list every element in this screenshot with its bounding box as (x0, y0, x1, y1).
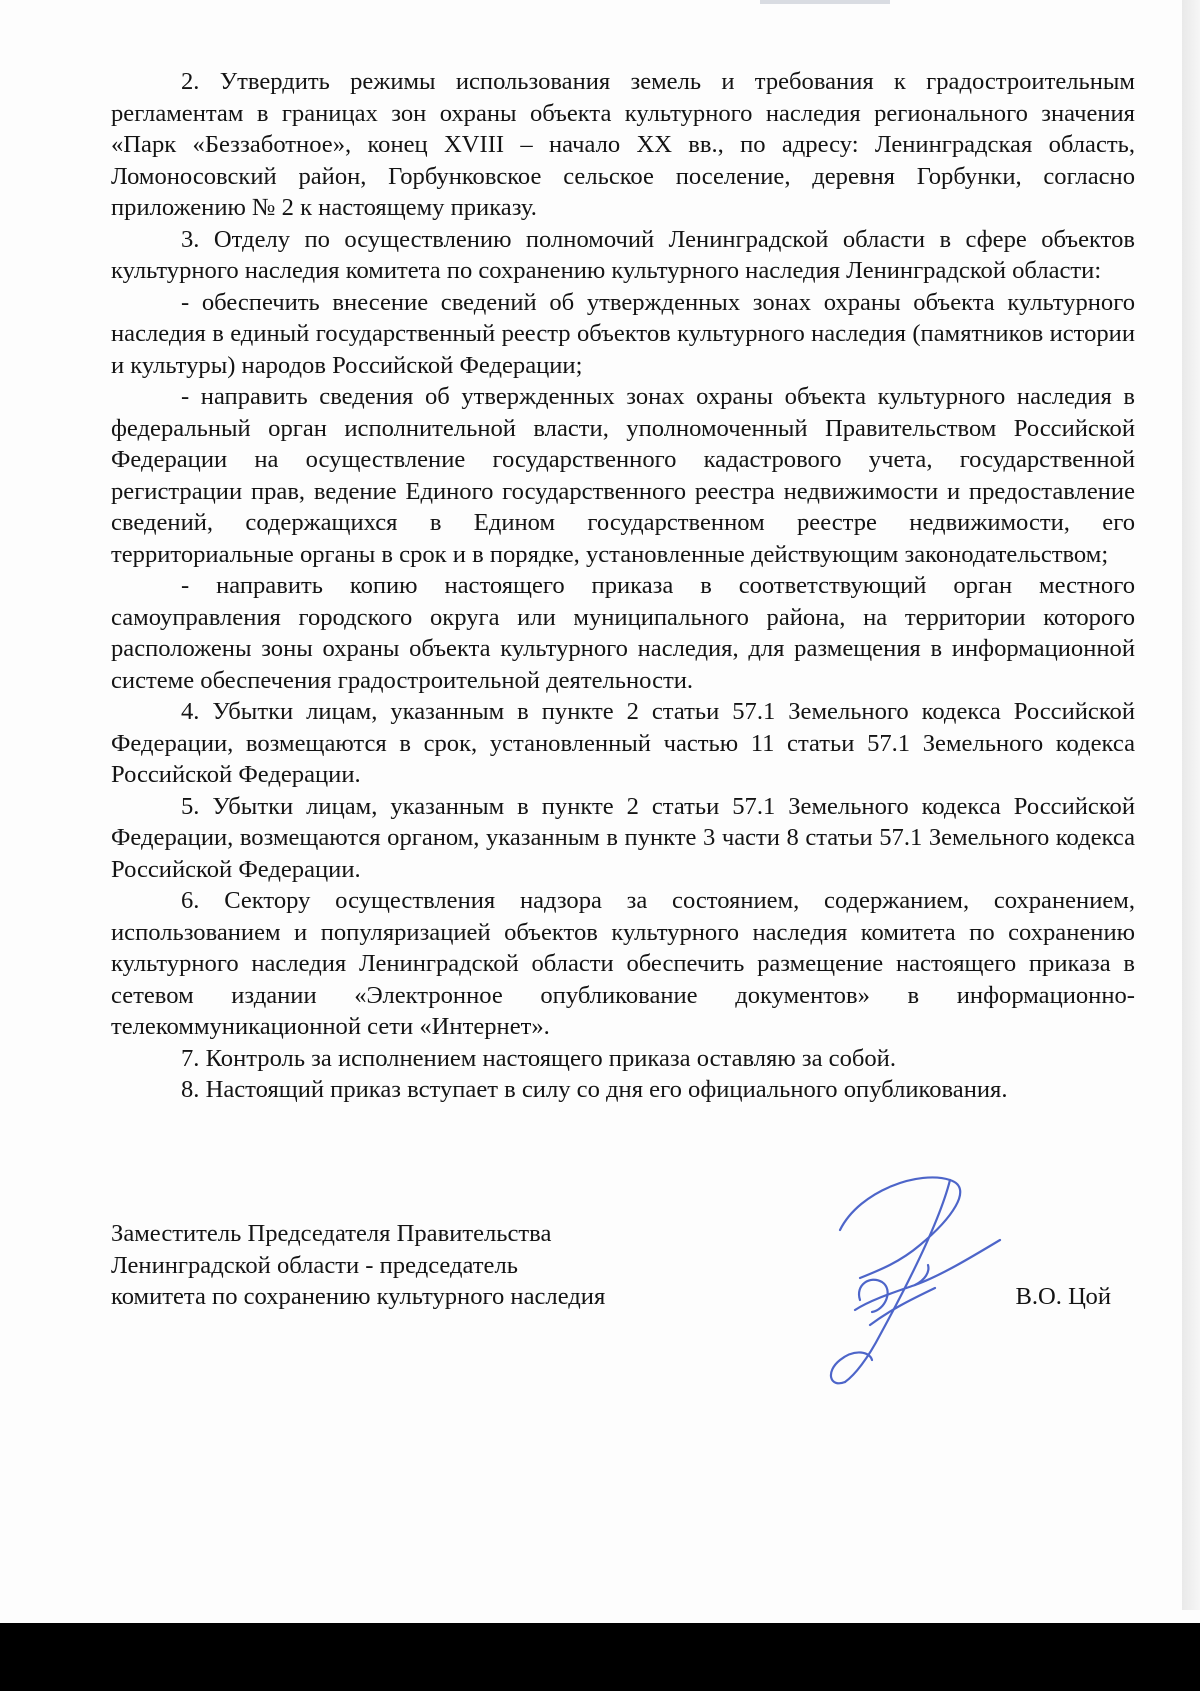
paragraph-item-5: 5. Убытки лицам, указанным в пункте 2 статьи 57.1 Земельного кодекса Российской Федерации, возмещаются органом, указанным в пункте 3 части 8 статьи 57.1 Земельного кодекса Российской Федерации. (111, 792, 1135, 883)
signatory-position (111, 1218, 605, 1313)
scanner-band (0, 1623, 1200, 1691)
document-body (111, 66, 1135, 1106)
signatory-position-line: Ленинградской области - председатель (111, 1251, 518, 1279)
paragraph-item-4: 4. Убытки лицам, указанным в пункте 2 статьи 57.1 Земельного кодекса Российской Федерации, возмещаются в срок, установленный частью 11 статьи 57.1 Земельного кодекса Российской Федерации. (111, 698, 1135, 788)
paragraph-item-3-sub-2: - направить сведения об утвержденных зонах охраны объекта культурного наследия в федеральный орган исполнительной власти, уполномоченный Правительством Российской Федерации на осуществление государственного кадастрового учета, государственной регистрации прав, ведение Единого государственного реестра недвижимости и предоставление сведений, содержащихся в Едином государственном реестре недвижимости, его территориальные органы в срок и в порядке, установленные действующим законодательством; (111, 383, 1135, 568)
paragraph-item-3: 3. Отделу по осуществлению полномочий Ленинградской области в сфере объектов культурного наследия комитета по сохранению культурного наследия Ленинградской области: (111, 225, 1135, 284)
paragraph-item-2: 2. Утвердить режимы использования земель и требования к градостроительным регламентам в границах зон охраны объекта культурного наследия регионального значения «Парк «Беззаботное», конец XVIII – начало XX вв., по адресу: Ленинградская область, Ломоносовский район, Горбунковское сельское поселение, деревня Горбунки, согласно приложению № 2 к настоящему приказу. (111, 68, 1135, 221)
paragraph-item-8: 8. Настоящий приказ вступает в силу со дня его официального опубликования. (181, 1076, 1008, 1103)
signatory-position-line: Заместитель Председателя Правительства (111, 1220, 552, 1247)
paragraph-item-6: 6. Сектору осуществления надзора за состоянием, содержанием, сохранением, использованием и популяризацией объектов культурного наследия комитета по сохранению культурного наследия Ленинградской области обеспечить размещение настоящего приказа в сетевом издании «Электронное опубликование документов» в информационно-телекоммуникационной сети «Интернет». (111, 887, 1135, 1040)
paragraph-item-7: 7. Контроль за исполнением настоящего приказа оставляю за собой. (181, 1044, 896, 1072)
scan-edge-shadow (1182, 0, 1200, 1610)
paragraph-item-3-sub-3: - направить копию настоящего приказа в соответствующий орган местного самоуправления городского округа или муниципального района, на территории которого расположены зоны охраны объекта культурного наследия, для размещения в информационной системе обеспечения градостроительной деятельности. (111, 572, 1135, 694)
scan-smudge (760, 0, 890, 4)
signatory-name: В.О. Цой (1015, 1283, 1111, 1310)
signatory-position-line: комитета по сохранению культурного наследия (111, 1283, 606, 1310)
handwritten-signature-icon (800, 1160, 1040, 1400)
paragraph-item-3-sub-1: - обеспечить внесение сведений об утвержденных зонах охраны объекта культурного наследия в единый государственный реестр объектов культурного наследия (памятников истории и культуры) народов Российской Федерации; (111, 288, 1135, 379)
